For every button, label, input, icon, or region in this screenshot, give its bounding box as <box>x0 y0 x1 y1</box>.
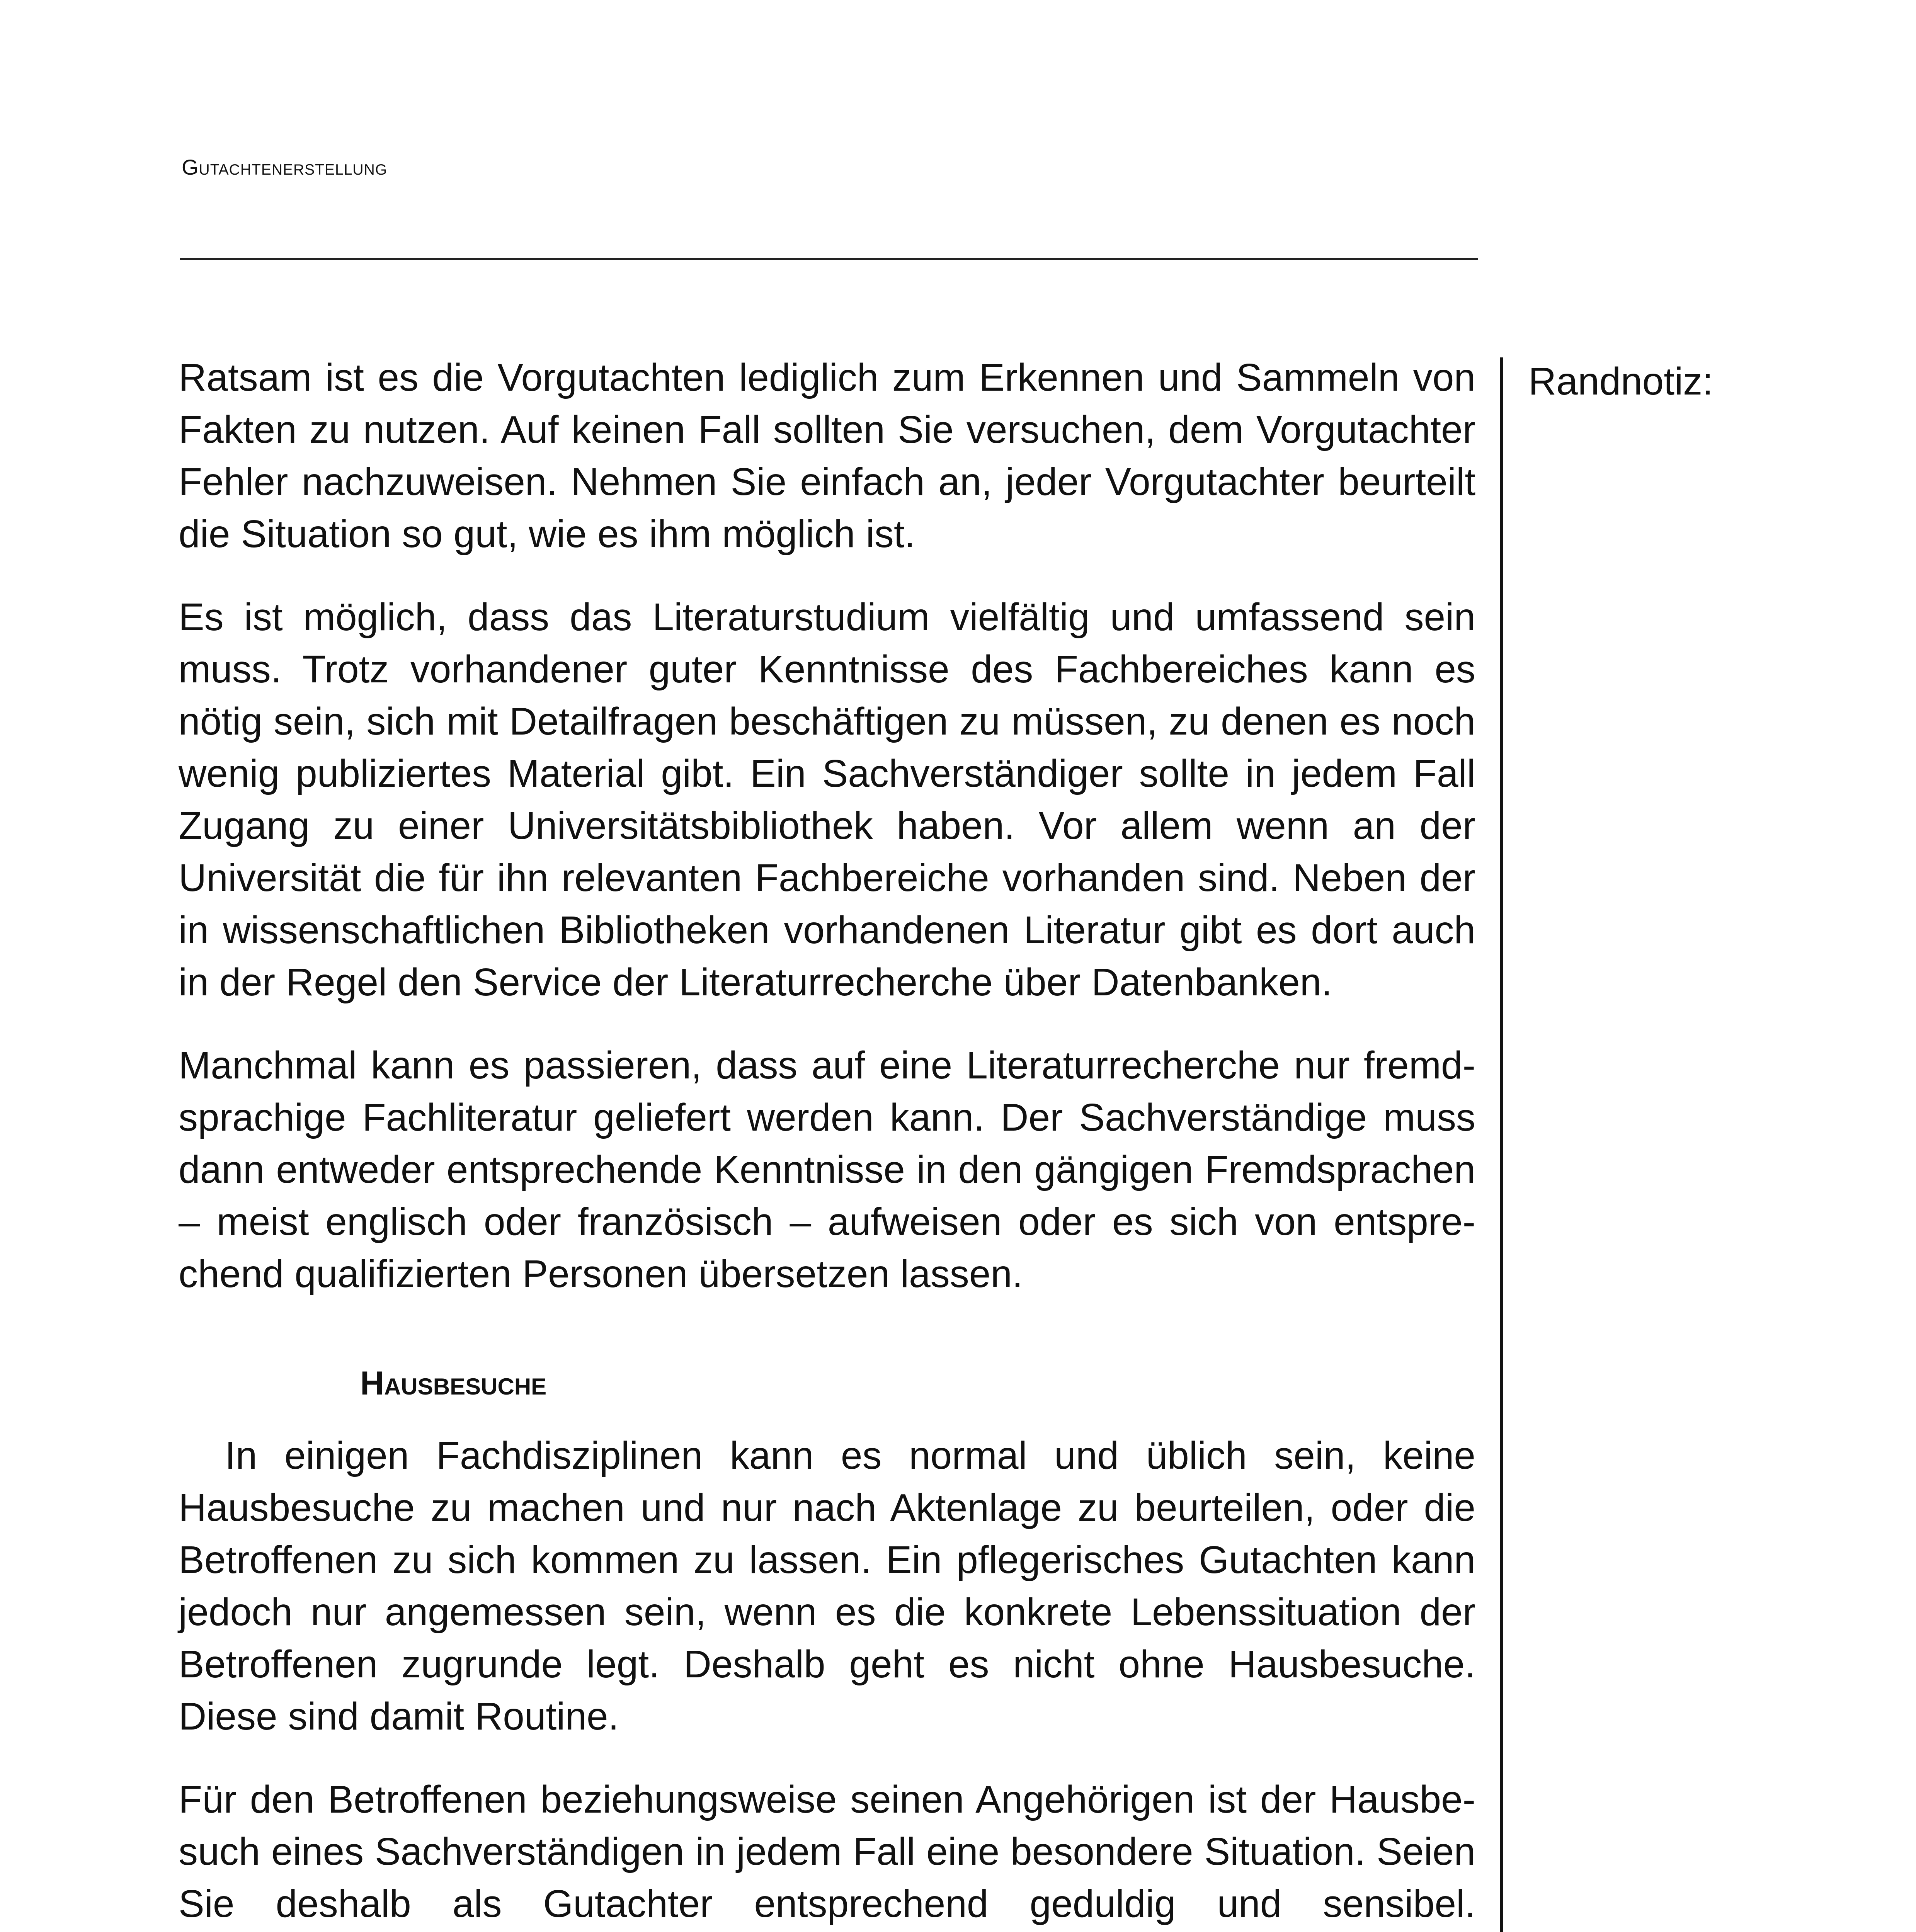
margin-note-label: Randnotiz: <box>1528 360 1714 403</box>
paragraph: Manchmal kann es passieren, dass auf eine Literaturrecherche nur fremdsprachige Fachliteratur geliefert werden kann. Der Sachverständige muss dann entweder entsprechende Kenntnisse in den gängigen Fremdsprachen – meist englisch oder französisch – aufweisen oder es sich von entsprechend qualifizierten Personen übersetzen lassen. <box>179 1044 1475 1296</box>
main-body <box>179 352 1475 1932</box>
paragraph: Es ist möglich, dass das Literaturstudium vielfältig und umfassend sein muss. Trotz vorhandener guter Kenntnisse des Fachbereiches kann es nötig sein, sich mit Detailfragen beschäftigen zu müssen, zu denen es noch wenig publiziertes Material gibt. Ein Sachverständiger sollte in jedem Fall Zugang zu einer Universitätsbibliothek haben. Vor allem wenn an der Universität die für ihn relevanten Fachbereiche vorhanden sind. Neben der in wissenschaftlichen Bibliotheken vorhandenen Literatur gibt es dort auch in der Regel den Service der Literaturrecherche über Datenbanken. <box>179 595 1475 1004</box>
running-header-title: Gutachtenerstellung <box>182 155 388 179</box>
header-rule <box>180 258 1478 260</box>
paragraph: Für den Betroffenen beziehungsweise seinen Angehörigen ist der Hausbesuch eines Sachverständigen in jedem Fall eine besondere Situation. Seien Sie deshalb als Gutachter entsprechend geduldig und sensibel. <box>179 1778 1475 1925</box>
margin-rule <box>1500 357 1503 1932</box>
section-heading: Hausbesuche <box>360 1365 547 1402</box>
paragraph: Ratsam ist es die Vorgutachten lediglich zum Erkennen und Sammeln von Fakten zu nutzen. Auf keinen Fall sollten Sie versuchen, dem Vorgutachter Fehler nachzuweisen. Nehmen Sie einfach an, jeder Vorgutachter beurteilt die Situation so gut, wie es ihm möglich ist. <box>179 356 1475 556</box>
paragraph: In einigen Fachdisziplinen kann es normal und üblich sein, keine Hausbesuche zu machen und nur nach Aktenlage zu beurteilen, oder die Betroffenen zu sich kommen zu lassen. Ein pflegerisches Gutachten kann jedoch nur angemessen sein, wenn es die konkrete Lebenssituation der Betroffenen zugrunde legt. Deshalb geht es nicht ohne Hausbesuche. Diese sind damit Routine. <box>179 1434 1475 1738</box>
